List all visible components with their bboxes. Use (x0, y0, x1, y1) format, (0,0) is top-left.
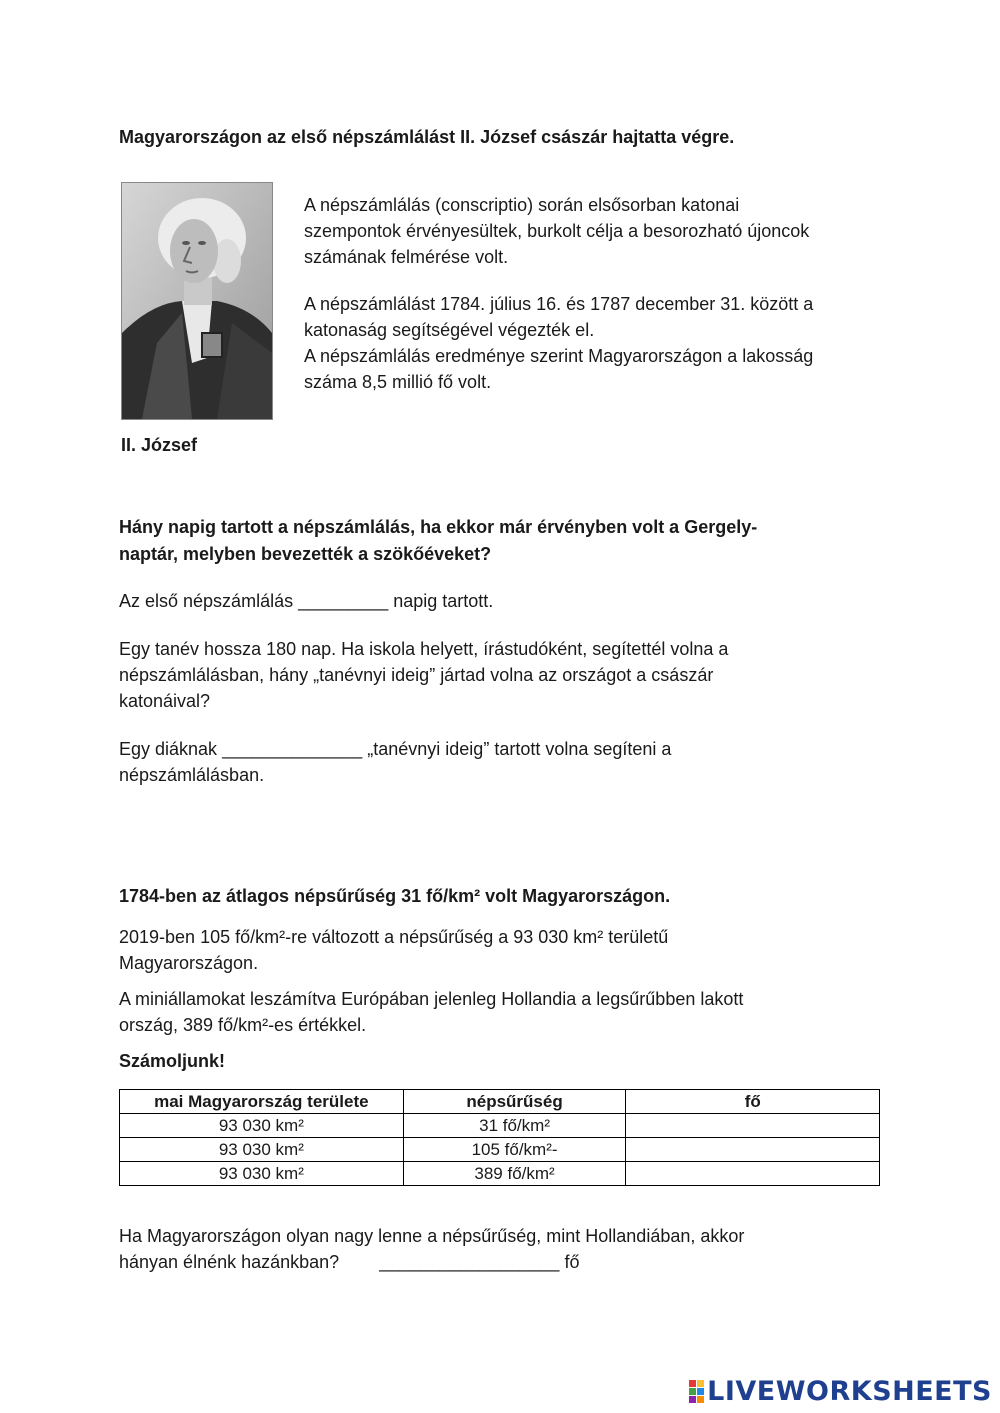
logo-square (689, 1380, 696, 1387)
logo-square (697, 1388, 704, 1395)
question-line: Ha Magyarországon olyan nagy lenne a népsűrűség, mint Hollandiában, akkor (119, 1226, 745, 1246)
density-paragraph-1 (119, 924, 668, 976)
answer-text: Egy diáknak (119, 739, 218, 759)
answer-text: „tanévnyi ideig” tartott volna segíteni a (367, 739, 672, 759)
intro-line: A népszámlálás (conscriptio) során elsősorban katonai (304, 195, 740, 215)
unit-text: fő (564, 1252, 580, 1272)
question-heading (119, 514, 757, 568)
cell-area: 93 030 km² (120, 1114, 404, 1138)
question-line: Egy tanév hossza 180 nap. Ha iskola helyett, írástudóként, segítettél volna a (119, 639, 729, 659)
density-heading: 1784-ben az átlagos népsűrűség 31 fő/km² volt Magyarországon. (119, 886, 671, 906)
answer-line-1 (119, 588, 493, 614)
cell-population-input[interactable] (626, 1138, 880, 1162)
density-paragraph-2 (119, 986, 743, 1038)
logo-square (689, 1396, 696, 1403)
logo-square (697, 1396, 704, 1403)
table-header-row (120, 1090, 880, 1114)
answer-blank-population[interactable]: __________________ (379, 1252, 560, 1272)
calculation-table (119, 1089, 880, 1186)
intro-line: száma 8,5 millió fő volt. (304, 372, 492, 392)
cell-area: 93 030 km² (120, 1138, 404, 1162)
paragraph-line: Magyarországon. (119, 953, 259, 973)
answer-text: napig tartott. (393, 591, 494, 611)
cell-population-input[interactable] (626, 1162, 880, 1186)
cell-density: 389 fő/km² (403, 1162, 626, 1186)
header-population: fő (626, 1090, 880, 1114)
logo-text: LIVEWORKSHEETS (707, 1375, 992, 1407)
cell-density: 105 fő/km²- (403, 1138, 626, 1162)
answer-text: népszámlálásban. (119, 765, 265, 785)
logo-square (697, 1380, 704, 1387)
answer-blank-days[interactable]: _________ (298, 591, 389, 611)
logo-square (689, 1388, 696, 1395)
table-row (120, 1114, 880, 1138)
intro-paragraph-1 (304, 192, 809, 270)
paragraph-line: 2019-ben 105 fő/km²-re változott a népsűrűség a 93 030 km² területű (119, 927, 669, 947)
intro-line: számának felmérése volt. (304, 247, 509, 267)
intro-line: A népszámlálást 1784. július 16. és 1787 december 31. között a (304, 294, 814, 314)
page-title: Magyarországon az első népszámlálást II. József császár hajtatta végre. (119, 127, 735, 147)
question-2 (119, 636, 728, 714)
intro-line: szempontok érvényesültek, burkolt célja a besorozható újoncok (304, 221, 810, 241)
table-row (120, 1138, 880, 1162)
intro-paragraph-2 (304, 291, 813, 395)
question-text: hányan élnénk hazánkban? (119, 1252, 340, 1272)
portrait-image (121, 182, 273, 420)
intro-line: katonaság segítségével végezték el. (304, 320, 595, 340)
cell-population-input[interactable] (626, 1114, 880, 1138)
calc-label: Számoljunk! (119, 1051, 226, 1071)
portrait-caption: II. József (121, 435, 198, 455)
answer-blank-years[interactable]: ______________ (222, 739, 363, 759)
liveworksheets-logo[interactable] (689, 1376, 992, 1406)
intro-line: A népszámlálás eredménye szerint Magyarországon a lakosság (304, 346, 814, 366)
cell-density: 31 fő/km² (403, 1114, 626, 1138)
paragraph-line: ország, 389 fő/km²-es értékkel. (119, 1015, 367, 1035)
cell-area: 93 030 km² (120, 1162, 404, 1186)
answer-text: Az első népszámlálás (119, 591, 294, 611)
question-line: Hány napig tartott a népszámlálás, ha ekkor már érvényben volt a Gergely- (119, 517, 758, 537)
table-row (120, 1162, 880, 1186)
final-question (119, 1223, 744, 1275)
answer-line-2 (119, 736, 671, 788)
portrait-icon (122, 183, 272, 419)
paragraph-line: A miniállamokat leszámítva Európában jelenleg Hollandia a legsűrűbben lakott (119, 989, 744, 1009)
logo-mark-icon (689, 1380, 704, 1403)
header-area: mai Magyarország területe (120, 1090, 404, 1114)
question-line: katonáival? (119, 691, 211, 711)
question-line: népszámlálásban, hány „tanévnyi ideig” jártad volna az országot a császár (119, 665, 714, 685)
question-line: naptár, melyben bevezették a szökőéveket? (119, 544, 492, 564)
header-density: népsűrűség (403, 1090, 626, 1114)
